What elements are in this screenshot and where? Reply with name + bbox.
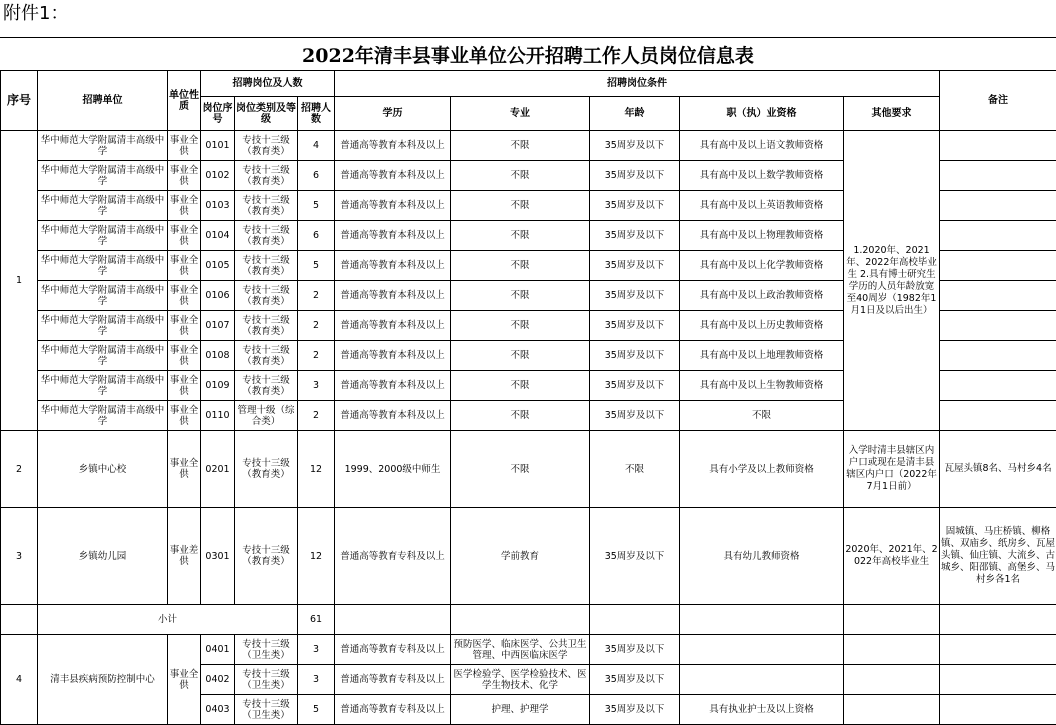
remarks-cell bbox=[940, 695, 1056, 725]
count-cell: 2 bbox=[298, 341, 335, 371]
major-cell: 护理、护理学 bbox=[451, 695, 590, 725]
unit-cell: 华中师范大学附属清丰高级中学 bbox=[38, 251, 168, 281]
remarks-cell bbox=[940, 635, 1056, 665]
empty-cell bbox=[680, 605, 844, 635]
qualification-cell: 具有执业护士及以上资格 bbox=[680, 695, 844, 725]
qualification-cell: 不限 bbox=[680, 401, 844, 431]
pos-no-cell: 0108 bbox=[201, 341, 235, 371]
header-count: 招聘人数 bbox=[298, 97, 335, 131]
count-cell: 6 bbox=[298, 221, 335, 251]
pos-type-cell: 专技十三级（教育类） bbox=[235, 431, 298, 508]
count-cell: 5 bbox=[298, 695, 335, 725]
header-remarks: 备注 bbox=[940, 71, 1056, 131]
pos-no-cell: 0403 bbox=[201, 695, 235, 725]
pos-no-cell: 0110 bbox=[201, 401, 235, 431]
remarks-cell bbox=[940, 341, 1056, 371]
age-cell: 35周岁及以下 bbox=[590, 131, 680, 161]
qualification-cell: 具有高中及以上化学教师资格 bbox=[680, 251, 844, 281]
pos-type-cell: 专技十三级（教育类） bbox=[235, 281, 298, 311]
header-qualification: 职（执）业资格 bbox=[680, 97, 844, 131]
age-cell: 35周岁及以下 bbox=[590, 401, 680, 431]
unit-cell: 华中师范大学附属清丰高级中学 bbox=[38, 281, 168, 311]
qualification-cell: 具有高中及以上历史教师资格 bbox=[680, 311, 844, 341]
unit-cell: 华中师范大学附属清丰高级中学 bbox=[38, 191, 168, 221]
education-cell: 普通高等教育专科及以上 bbox=[335, 635, 451, 665]
page-title: 2022年清丰县事业单位公开招聘工作人员岗位信息表 bbox=[0, 37, 1056, 71]
qualification-cell: 具有高中及以上语文教师资格 bbox=[680, 131, 844, 161]
unit-cell: 华中师范大学附属清丰高级中学 bbox=[38, 131, 168, 161]
major-cell: 不限 bbox=[451, 131, 590, 161]
age-cell: 35周岁及以下 bbox=[590, 341, 680, 371]
pos-type-cell: 专技十三级（卫生类） bbox=[235, 635, 298, 665]
header-positions-group: 招聘岗位及人数 bbox=[201, 71, 335, 97]
qualification-cell: 具有幼儿教师资格 bbox=[680, 508, 844, 605]
pos-no-cell: 0401 bbox=[201, 635, 235, 665]
education-cell: 1999、2000级中师生 bbox=[335, 431, 451, 508]
subtotal-label: 小计 bbox=[38, 605, 298, 635]
nature-cell: 事业全供 bbox=[168, 635, 201, 725]
pos-type-cell: 专技十三级（教育类） bbox=[235, 341, 298, 371]
count-cell: 2 bbox=[298, 401, 335, 431]
age-cell: 35周岁及以下 bbox=[590, 161, 680, 191]
unit-cell: 华中师范大学附属清丰高级中学 bbox=[38, 221, 168, 251]
education-cell: 普通高等教育本科及以上 bbox=[335, 191, 451, 221]
header-major: 专业 bbox=[451, 97, 590, 131]
unit-cell: 华中师范大学附属清丰高级中学 bbox=[38, 311, 168, 341]
qualification-cell: 具有高中及以上物理教师资格 bbox=[680, 221, 844, 251]
remarks-cell bbox=[940, 311, 1056, 341]
count-cell: 12 bbox=[298, 431, 335, 508]
age-cell: 35周岁及以下 bbox=[590, 508, 680, 605]
unit-cell: 华中师范大学附属清丰高级中学 bbox=[38, 341, 168, 371]
header-other: 其他要求 bbox=[844, 97, 940, 131]
nature-cell: 事业全供 bbox=[168, 191, 201, 221]
education-cell: 普通高等教育本科及以上 bbox=[335, 131, 451, 161]
nature-cell: 事业全供 bbox=[168, 251, 201, 281]
unit-cell: 华中师范大学附属清丰高级中学 bbox=[38, 161, 168, 191]
unit-cell: 乡镇中心校 bbox=[38, 431, 168, 508]
count-cell: 3 bbox=[298, 665, 335, 695]
pos-type-cell: 专技十三级（教育类） bbox=[235, 161, 298, 191]
empty-cell bbox=[590, 605, 680, 635]
qualification-cell bbox=[680, 635, 844, 665]
nature-cell: 事业全供 bbox=[168, 221, 201, 251]
count-cell: 4 bbox=[298, 131, 335, 161]
count-cell: 3 bbox=[298, 371, 335, 401]
header-education: 学历 bbox=[335, 97, 451, 131]
other-req-cell bbox=[844, 695, 940, 725]
seq-cell: 2 bbox=[1, 431, 38, 508]
nature-cell: 事业全供 bbox=[168, 311, 201, 341]
education-cell: 普通高等教育本科及以上 bbox=[335, 311, 451, 341]
age-cell: 35周岁及以下 bbox=[590, 311, 680, 341]
age-cell: 35周岁及以下 bbox=[590, 371, 680, 401]
education-cell: 普通高等教育本科及以上 bbox=[335, 281, 451, 311]
qualification-cell: 具有高中及以上地理教师资格 bbox=[680, 341, 844, 371]
nature-cell: 事业全供 bbox=[168, 371, 201, 401]
nature-cell: 事业全供 bbox=[168, 161, 201, 191]
remarks-cell bbox=[940, 281, 1056, 311]
pos-type-cell: 专技十三级（教育类） bbox=[235, 191, 298, 221]
remarks-cell: 瓦屋头镇8名、马村乡4名 bbox=[940, 431, 1056, 508]
header-seq: 序号 bbox=[1, 71, 38, 131]
education-cell: 普通高等教育专科及以上 bbox=[335, 665, 451, 695]
other-req-cell bbox=[844, 635, 940, 665]
qualification-cell: 具有高中及以上生物教师资格 bbox=[680, 371, 844, 401]
count-cell: 5 bbox=[298, 191, 335, 221]
major-cell: 不限 bbox=[451, 281, 590, 311]
remarks-cell bbox=[940, 191, 1056, 221]
count-cell: 2 bbox=[298, 311, 335, 341]
education-cell: 普通高等教育本科及以上 bbox=[335, 251, 451, 281]
pos-type-cell: 专技十三级（教育类） bbox=[235, 251, 298, 281]
pos-type-cell: 专技十三级（教育类） bbox=[235, 508, 298, 605]
pos-type-cell: 管理十级（综合类） bbox=[235, 401, 298, 431]
remarks-cell bbox=[940, 251, 1056, 281]
nature-cell: 事业全供 bbox=[168, 341, 201, 371]
remarks-cell bbox=[940, 221, 1056, 251]
age-cell: 不限 bbox=[590, 431, 680, 508]
unit-cell: 华中师范大学附属清丰高级中学 bbox=[38, 401, 168, 431]
header-nature: 单位性质 bbox=[168, 71, 201, 131]
pos-no-cell: 0301 bbox=[201, 508, 235, 605]
subtotal-row bbox=[1, 605, 1056, 635]
empty-cell bbox=[940, 605, 1056, 635]
subtotal-count: 61 bbox=[298, 605, 335, 635]
nature-cell: 事业全供 bbox=[168, 431, 201, 508]
nature-cell: 事业全供 bbox=[168, 401, 201, 431]
table-row bbox=[1, 635, 1056, 665]
pos-no-cell: 0106 bbox=[201, 281, 235, 311]
seq-cell bbox=[1, 605, 38, 635]
nature-cell: 事业全供 bbox=[168, 281, 201, 311]
count-cell: 12 bbox=[298, 508, 335, 605]
remarks-cell bbox=[940, 665, 1056, 695]
pos-no-cell: 0101 bbox=[201, 131, 235, 161]
pos-type-cell: 专技十三级（教育类） bbox=[235, 221, 298, 251]
pos-type-cell: 专技十三级（教育类） bbox=[235, 371, 298, 401]
education-cell: 普通高等教育本科及以上 bbox=[335, 221, 451, 251]
major-cell: 不限 bbox=[451, 401, 590, 431]
unit-cell: 乡镇幼儿园 bbox=[38, 508, 168, 605]
age-cell: 35周岁及以下 bbox=[590, 221, 680, 251]
nature-cell: 事业全供 bbox=[168, 131, 201, 161]
other-req-cell: 1.2020年、2021年、2022年高校毕业生 2.具有博士研究生学历的人员年龄放宽至40周岁（1982年1月1日及以后出生） bbox=[844, 131, 940, 431]
age-cell: 35周岁及以下 bbox=[590, 191, 680, 221]
seq-cell: 3 bbox=[1, 508, 38, 605]
pos-type-cell: 专技十三级（教育类） bbox=[235, 131, 298, 161]
age-cell: 35周岁及以下 bbox=[590, 695, 680, 725]
seq-cell: 1 bbox=[1, 131, 38, 431]
unit-cell: 华中师范大学附属清丰高级中学 bbox=[38, 371, 168, 401]
education-cell: 普通高等教育专科及以上 bbox=[335, 695, 451, 725]
count-cell: 5 bbox=[298, 251, 335, 281]
pos-no-cell: 0102 bbox=[201, 161, 235, 191]
major-cell: 预防医学、临床医学、公共卫生管理、中西医临床医学 bbox=[451, 635, 590, 665]
age-cell: 35周岁及以下 bbox=[590, 251, 680, 281]
qualification-cell: 具有高中及以上政治教师资格 bbox=[680, 281, 844, 311]
major-cell: 不限 bbox=[451, 341, 590, 371]
table-row bbox=[1, 431, 1056, 508]
header-age: 年龄 bbox=[590, 97, 680, 131]
pos-no-cell: 0103 bbox=[201, 191, 235, 221]
remarks-cell bbox=[940, 401, 1056, 431]
pos-type-cell: 专技十三级（卫生类） bbox=[235, 695, 298, 725]
qualification-cell bbox=[680, 665, 844, 695]
header-pos-type: 岗位类别及等级 bbox=[235, 97, 298, 131]
major-cell: 不限 bbox=[451, 431, 590, 508]
qualification-cell: 具有高中及以上数学教师资格 bbox=[680, 161, 844, 191]
header-pos-no: 岗位序号 bbox=[201, 97, 235, 131]
attachment-label: 附件1： bbox=[3, 3, 69, 24]
recruitment-table bbox=[0, 70, 1056, 725]
pos-no-cell: 0104 bbox=[201, 221, 235, 251]
empty-cell bbox=[844, 605, 940, 635]
table-row bbox=[1, 508, 1056, 605]
nature-cell: 事业差供 bbox=[168, 508, 201, 605]
major-cell: 不限 bbox=[451, 311, 590, 341]
age-cell: 35周岁及以下 bbox=[590, 281, 680, 311]
remarks-cell: 固城镇、马庄桥镇、柳格镇、双庙乡、纸房乡、瓦屋头镇、仙庄镇、大流乡、古城乡、阳邵镇、高堡乡、马村乡各1名 bbox=[940, 508, 1056, 605]
qualification-cell: 具有高中及以上英语教师资格 bbox=[680, 191, 844, 221]
pos-no-cell: 0109 bbox=[201, 371, 235, 401]
empty-cell bbox=[335, 605, 451, 635]
pos-type-cell: 专技十三级（教育类） bbox=[235, 311, 298, 341]
major-cell: 不限 bbox=[451, 251, 590, 281]
age-cell: 35周岁及以下 bbox=[590, 635, 680, 665]
education-cell: 普通高等教育本科及以上 bbox=[335, 371, 451, 401]
other-req-cell bbox=[844, 665, 940, 695]
header-unit: 招聘单位 bbox=[38, 71, 168, 131]
other-req-cell: 入学时清丰县辖区内户口或现在是清丰县辖区内户口（2022年7月1日前） bbox=[844, 431, 940, 508]
major-cell: 不限 bbox=[451, 221, 590, 251]
remarks-cell bbox=[940, 161, 1056, 191]
pos-no-cell: 0402 bbox=[201, 665, 235, 695]
major-cell: 医学检验学、医学检验技术、医学生物技术、化学 bbox=[451, 665, 590, 695]
remarks-cell bbox=[940, 371, 1056, 401]
remarks-cell bbox=[940, 131, 1056, 161]
count-cell: 3 bbox=[298, 635, 335, 665]
major-cell: 学前教育 bbox=[451, 508, 590, 605]
empty-cell bbox=[451, 605, 590, 635]
education-cell: 普通高等教育本科及以上 bbox=[335, 401, 451, 431]
pos-no-cell: 0201 bbox=[201, 431, 235, 508]
count-cell: 6 bbox=[298, 161, 335, 191]
education-cell: 普通高等教育本科及以上 bbox=[335, 161, 451, 191]
pos-type-cell: 专技十三级（卫生类） bbox=[235, 665, 298, 695]
pos-no-cell: 0105 bbox=[201, 251, 235, 281]
major-cell: 不限 bbox=[451, 161, 590, 191]
other-req-cell: 2020年、2021年、2022年高校毕业生 bbox=[844, 508, 940, 605]
seq-cell: 4 bbox=[1, 635, 38, 725]
major-cell: 不限 bbox=[451, 191, 590, 221]
age-cell: 35周岁及以下 bbox=[590, 665, 680, 695]
count-cell: 2 bbox=[298, 281, 335, 311]
header-conditions-group: 招聘岗位条件 bbox=[335, 71, 940, 97]
education-cell: 普通高等教育本科及以上 bbox=[335, 341, 451, 371]
unit-cell: 清丰县疾病预防控制中心 bbox=[38, 635, 168, 725]
major-cell: 不限 bbox=[451, 371, 590, 401]
education-cell: 普通高等教育专科及以上 bbox=[335, 508, 451, 605]
table-row bbox=[1, 131, 1056, 161]
qualification-cell: 具有小学及以上教师资格 bbox=[680, 431, 844, 508]
pos-no-cell: 0107 bbox=[201, 311, 235, 341]
